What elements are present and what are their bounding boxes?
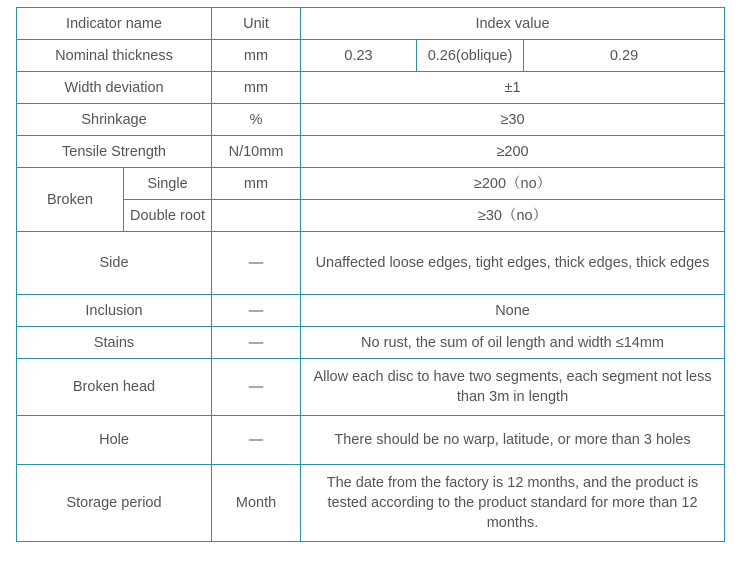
row-name: Tensile Strength (17, 136, 212, 168)
row-value: ≥200 (301, 136, 725, 168)
table-row (17, 416, 725, 465)
row-value: Allow each disc to have two segments, each segment not less than 3m in length (301, 359, 725, 416)
row-value: No rust, the sum of oil length and width ≤14mm (301, 327, 725, 359)
row-value: ≥200（no） (301, 168, 725, 200)
sub-row-name: Double root (124, 200, 212, 232)
thickness-value-3: 0.29 (609, 47, 639, 64)
row-unit: Month (212, 465, 301, 542)
row-value: The date from the factory is 12 months, and the product is tested according to the product standard for more than 12 months. (301, 465, 725, 542)
table-row (17, 465, 725, 542)
row-unit: % (212, 104, 301, 136)
row-value: None (301, 295, 725, 327)
row-name: Broken head (17, 359, 212, 416)
header-indicator: Indicator name (17, 8, 212, 40)
row-unit: — (212, 295, 301, 327)
table-row (17, 327, 725, 359)
table-row (17, 72, 725, 104)
row-value: ≥30（no） (301, 200, 725, 232)
table-row (17, 136, 725, 168)
table-row (17, 104, 725, 136)
row-unit: mm (212, 168, 301, 200)
row-value: Unaffected loose edges, tight edges, thick edges, thick edges (301, 232, 725, 295)
table-row (17, 295, 725, 327)
thickness-values (301, 40, 725, 72)
table-row (17, 40, 725, 72)
row-name: Width deviation (17, 72, 212, 104)
row-name: Stains (17, 327, 212, 359)
row-name: Hole (17, 416, 212, 465)
table-row (17, 168, 725, 200)
thickness-value-2: 0.26(oblique) (417, 40, 524, 71)
row-value: ≥30 (301, 104, 725, 136)
header-index-value: Index value (301, 8, 725, 40)
row-unit (212, 200, 301, 232)
row-name: Shrinkage (17, 104, 212, 136)
row-value: ±1 (301, 72, 725, 104)
row-value: There should be no warp, latitude, or more than 3 holes (301, 416, 725, 465)
row-name: Storage period (17, 465, 212, 542)
row-unit: N/10mm (212, 136, 301, 168)
row-name: Inclusion (17, 295, 212, 327)
row-unit: — (212, 232, 301, 295)
row-unit: mm (212, 40, 301, 72)
header-row (17, 8, 725, 40)
row-name-broken: Broken (17, 168, 124, 232)
thickness-value-1: 0.23 (301, 40, 417, 71)
table-row (17, 232, 725, 295)
row-unit: — (212, 416, 301, 465)
spec-table (16, 7, 725, 542)
row-unit: mm (212, 72, 301, 104)
row-unit: — (212, 327, 301, 359)
header-unit: Unit (212, 8, 301, 40)
row-name: Nominal thickness (17, 40, 212, 72)
table-row (17, 200, 725, 232)
table-row (17, 359, 725, 416)
sub-row-name: Single (124, 168, 212, 200)
row-name: Side (17, 232, 212, 295)
row-unit: — (212, 359, 301, 416)
